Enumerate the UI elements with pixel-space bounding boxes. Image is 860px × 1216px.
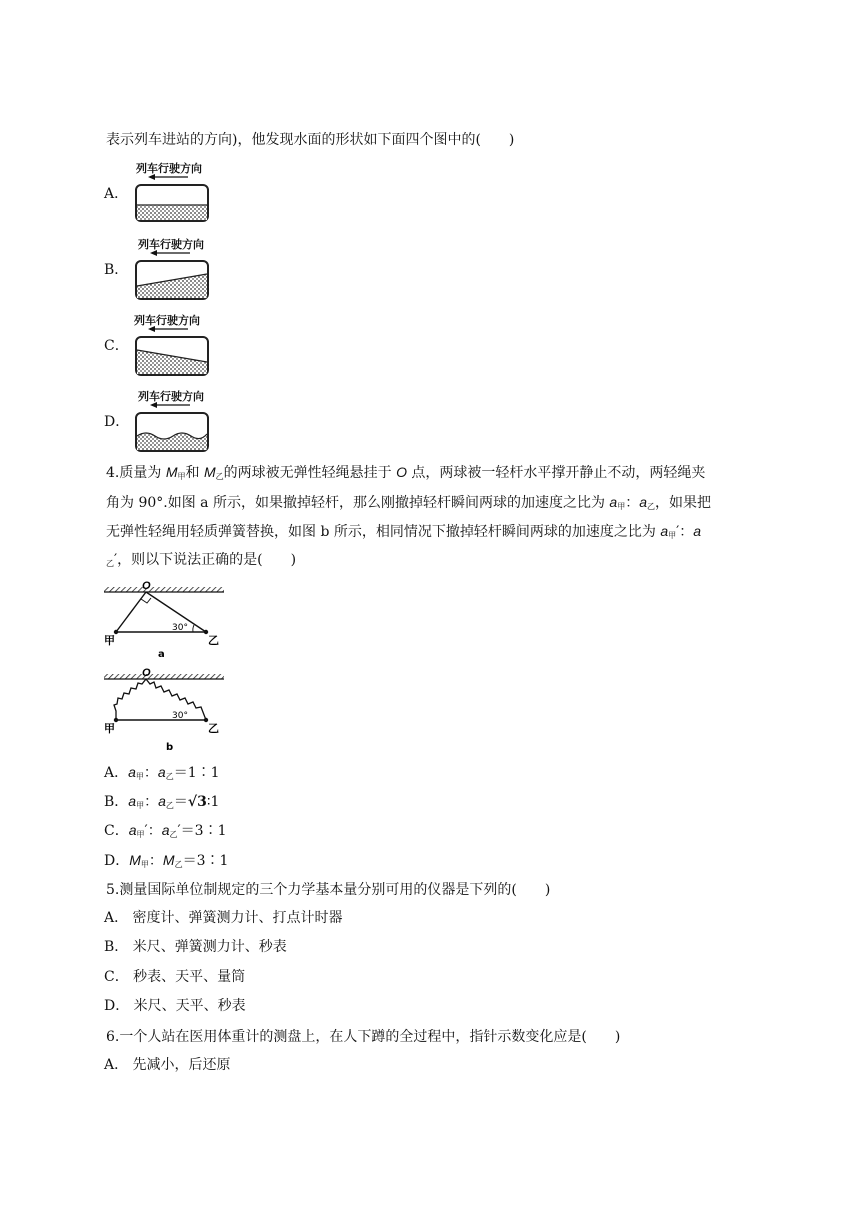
q6-option-a: A． 先减小，后还原 (104, 1057, 231, 1073)
q3-option-d-caption: 列车行驶方向 (138, 390, 204, 403)
fig-b-right-label: 乙 (208, 722, 219, 735)
q3-option-b-label: B． (104, 262, 129, 278)
q3-option-a-label: A． (104, 186, 129, 202)
q4-line-4: $_乙$′，则以下说法正确的是( ) (106, 552, 297, 568)
q3-option-a-figure (130, 172, 216, 226)
q5-option-d: D． 米尺、天平、秒表 (104, 998, 246, 1014)
q6-question: 6.一个人站在医用体重计的测盘上，在人下蹲的全过程中，指针示数变化应是( ) (106, 1029, 621, 1045)
q4-figure-a (100, 578, 230, 660)
q4-option-a: A．$a_甲$：$a_乙=1∶1$ (104, 764, 220, 781)
spring-left (114, 679, 146, 720)
q3-option-c-label: C． (104, 338, 129, 354)
q5-option-a: A． 密度计、弹簧测力计、打点计时器 (104, 910, 343, 926)
q3-option-a-caption: 列车行驶方向 (136, 162, 202, 175)
fig-b-caption: b (166, 742, 174, 753)
fig-a-right-label: 乙 (208, 634, 219, 647)
fig-b-left-label: 甲 (104, 722, 115, 735)
q3-option-d-label: D． (104, 414, 130, 430)
q4-option-b: B．$a_甲$：$a_乙=√3∶1$ (104, 793, 220, 810)
q4-line-1: 4.质量为 $M_甲$和 $M_乙$的两球被无弹性轻绳悬挂于 O 点，两球被一轻杆水平撑开静止不动，两轻绳夹 (106, 464, 706, 481)
q5-question: 5.测量国际单位制规定的三个力学基本量分别可用的仪器是下列的( ) (106, 882, 551, 898)
q3-option-b-figure (130, 248, 216, 304)
fig-b-o-label: O (142, 667, 151, 679)
q3-option-d-figure (130, 400, 216, 456)
fig-a-left-label: 甲 (104, 634, 115, 647)
fig-b-angle: 30° (172, 711, 188, 721)
q3-option-c-caption: 列车行驶方向 (134, 314, 200, 327)
q4-line-3: 无弹性轻绳用轻质弹簧替换，如图 b 所示，相同情况下撤掉轻杆瞬间两球的加速度之比为 $a_甲'$：a (106, 523, 702, 540)
fig-a-caption: a (158, 649, 165, 660)
q5-option-c: C． 秒表、天平、量筒 (104, 969, 246, 985)
q4-option-d: D．$M_甲$：$M_乙=3∶1$ (104, 852, 229, 869)
q3-option-c-figure (130, 324, 216, 380)
q4-line-2: 角为 90°.如图 a 所示，如果撤掉轻杆，那么刚撤掉轻杆瞬间两球的加速度之比为 $a_甲$：$a_乙$，如果把 (106, 494, 712, 511)
q4-option-c: C．$a_甲'$：$a_乙'=3∶1$ (104, 822, 227, 839)
q3-intro: 表示列车进站的方向)，他发现水面的形状如下面四个图中的( ) (106, 132, 515, 148)
fig-a-angle: 30° (172, 623, 188, 633)
q3-option-b-caption: 列车行驶方向 (138, 238, 204, 251)
q5-option-b: B． 米尺、弹簧测力计、秒表 (104, 939, 287, 955)
fig-a-o-label: O (142, 580, 151, 592)
q4-figure-b (100, 664, 230, 754)
